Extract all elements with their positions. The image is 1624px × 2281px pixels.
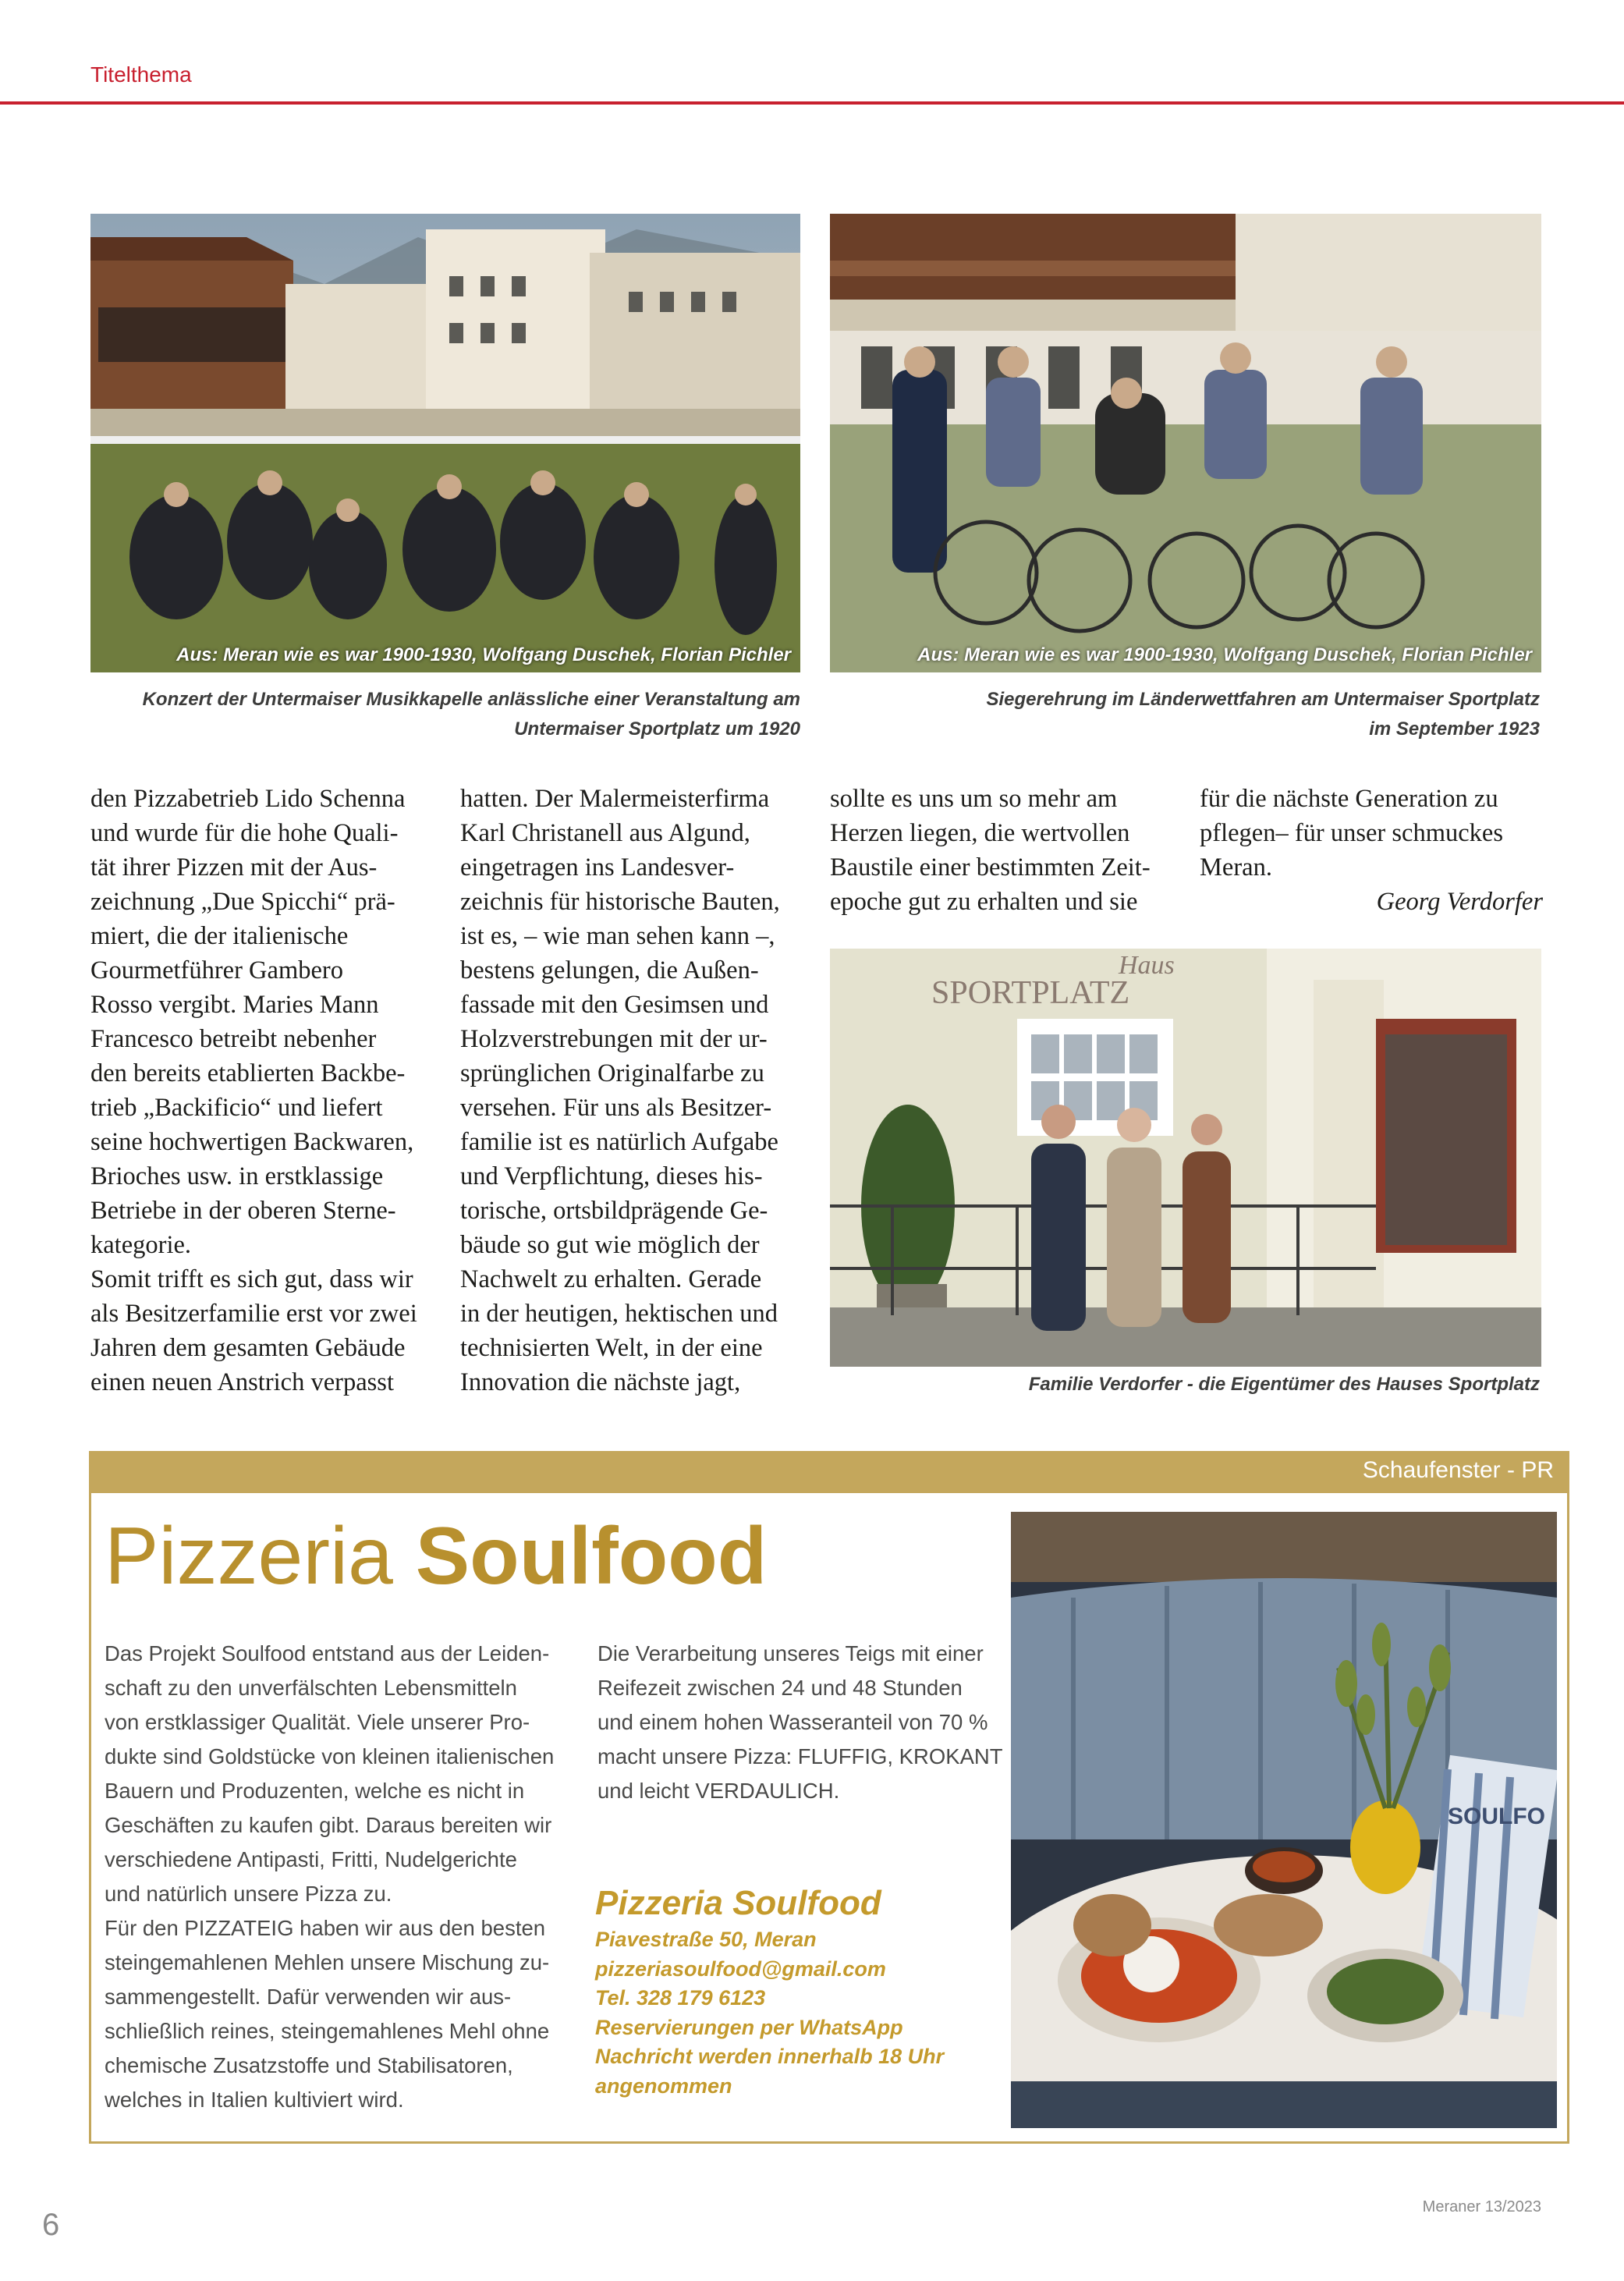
article-line: in der heutigen, hektischen und xyxy=(460,1300,778,1328)
article-line: sprünglichen Originalfarbe zu xyxy=(460,1059,764,1087)
pr-line: dukte sind Goldstücke von kleinen italienischen xyxy=(105,1744,555,1768)
pr-line: sammengestellt. Dafür verwenden wir aus- xyxy=(105,1985,512,2009)
article-line: technisierten Welt, in der eine xyxy=(460,1334,763,1362)
author-signature: Georg Verdorfer xyxy=(1376,888,1543,916)
article-line: Jahren dem gesamten Gebäude xyxy=(90,1334,406,1362)
article-line: bäude so gut wie möglich der xyxy=(460,1231,760,1259)
pr-band-label: Schaufenster - PR xyxy=(1362,1457,1554,1483)
article-line: pflegen– für unser schmuckes xyxy=(1200,819,1503,847)
contact-whatsapp: Reservierungen per WhatsApp xyxy=(595,2015,903,2039)
sign-haus: Haus xyxy=(1119,951,1175,980)
article-line: Baustile einer bestimmten Zeit- xyxy=(830,853,1151,882)
pr-line: Bauern und Produzenten, welche es nicht in xyxy=(105,1779,525,1803)
article-column-1 xyxy=(90,782,434,1399)
article-column-2 xyxy=(460,782,803,1399)
pr-line: und einem hohen Wasseranteil von 70 % xyxy=(597,1710,988,1734)
concert-caption-line: Konzert der Untermaiser Musikkapelle anlässliche einer Veranstaltung am xyxy=(142,689,800,710)
article-line: Francesco betreibt nebenher xyxy=(90,1025,377,1053)
pr-line: chemische Zusatzstoffe und Stabilisatoren, xyxy=(105,2053,513,2077)
article-line: Betriebe in der oberen Sterne- xyxy=(90,1197,396,1225)
article-line: Innovation die nächste jagt, xyxy=(460,1368,741,1396)
sign-sportplatz: SPORTPLATZ xyxy=(931,975,1130,1011)
article-line: sollte es uns um so mehr am xyxy=(830,785,1118,813)
contact-whatsapp: Nachricht werden innerhalb 18 Uhr xyxy=(595,2045,945,2068)
article-line: für die nächste Generation zu xyxy=(1200,785,1498,813)
article-column-4 xyxy=(1200,782,1543,919)
pr-line: welches in Italien kultiviert wird. xyxy=(105,2088,404,2112)
article-line: versehen. Für uns als Besitzer- xyxy=(460,1094,772,1122)
article-line: Rosso vergibt. Maries Mann xyxy=(90,991,379,1019)
article-line: einen neuen Anstrich verpasst xyxy=(90,1368,394,1396)
cyclists-photo xyxy=(830,214,1541,672)
contact-email: pizzeriasoulfood@gmail.com xyxy=(595,1956,886,1981)
contact-name: Pizzeria Soulfood xyxy=(595,1884,881,1922)
article-line: torische, ortsbildprägende Ge- xyxy=(460,1197,768,1225)
pizza-photo xyxy=(1011,1512,1557,2128)
contact-phone: Tel. 328 179 6123 xyxy=(595,1986,766,2010)
pr-title-bold: Soulfood xyxy=(415,1511,768,1602)
concert-caption-line: Untermaiser Sportplatz um 1920 xyxy=(514,718,800,740)
article-line: Gourmetführer Gambero xyxy=(90,956,343,984)
concert-caption xyxy=(143,685,800,744)
contact-address: Piavestraße 50, Meran xyxy=(595,1928,817,1951)
article-column-3 xyxy=(830,782,1173,919)
pr-line: und natürlich unsere Pizza zu. xyxy=(105,1882,392,1906)
article-line: Somit trifft es sich gut, dass wir xyxy=(90,1265,413,1293)
pr-text-left xyxy=(105,1637,554,2117)
article-line: als Besitzerfamilie erst vor zwei xyxy=(90,1300,417,1328)
article-line: den bereits etablierten Backbe- xyxy=(90,1059,406,1087)
pr-line: macht unsere Pizza: FLUFFIG, KROKANT xyxy=(597,1744,1003,1768)
concert-photo-credit: Aus: Meran wie es war 1900-1930, Wolfgang Duschek, Florian Pichler xyxy=(176,644,791,665)
pr-line: Reifezeit zwischen 24 und 48 Stunden xyxy=(597,1676,963,1700)
contact-whatsapp: angenommen xyxy=(595,2073,732,2098)
article-line: tät ihrer Pizzen mit der Aus- xyxy=(90,853,378,882)
pr-line: steingemahlenen Mehlen unsere Mischung zu- xyxy=(105,1950,550,1974)
article-line: eingetragen ins Landesver- xyxy=(460,853,735,882)
pr-band xyxy=(89,1451,1569,1493)
article-line: Nachwelt zu erhalten. Gerade xyxy=(460,1265,762,1293)
article-line: zeichnis für historische Bauten, xyxy=(460,888,780,916)
pr-line: Für den PIZZATEIG haben wir aus den besten xyxy=(105,1916,546,1940)
cyclists-caption xyxy=(987,685,1541,744)
article-line: und Verpflichtung, dieses his- xyxy=(460,1162,763,1190)
article-line: Meran. xyxy=(1200,853,1272,882)
pr-title xyxy=(105,1506,767,1607)
article-line: epoche gut zu erhalten und sie xyxy=(830,888,1138,916)
article-line: ist es, – wie man sehen kann –, xyxy=(460,922,775,950)
cyclists-caption-line: im September 1923 xyxy=(1369,718,1540,740)
pr-line: und leicht VERDAULICH. xyxy=(597,1779,840,1803)
article-line: miert, die der italienische xyxy=(90,922,349,950)
section-label: Titelthema xyxy=(90,62,192,87)
pr-line: verschiedene Antipasti, Fritti, Nudelgerichte xyxy=(105,1847,517,1871)
article-line: Herzen liegen, die wertvollen xyxy=(830,819,1130,847)
cyclists-photo-credit: Aus: Meran wie es war 1900-1930, Wolfgang Duschek, Florian Pichler xyxy=(917,644,1532,665)
pr-line: Die Verarbeitung unseres Teigs mit einer xyxy=(597,1641,984,1666)
pr-line: Geschäften zu kaufen gibt. Daraus bereiten wir xyxy=(105,1813,552,1837)
concert-photo xyxy=(90,214,800,672)
pr-line: Das Projekt Soulfood entstand aus der Leiden- xyxy=(105,1641,550,1666)
pr-line: schließlich reines, steingemahlenes Mehl ohne xyxy=(105,2019,550,2043)
family-photo xyxy=(830,949,1541,1367)
contact-block xyxy=(595,1882,944,2101)
article-line: hatten. Der Malermeisterfirma xyxy=(460,785,770,813)
article-line: kategorie. xyxy=(90,1231,192,1259)
article-line: fassade mit den Gesimsen und xyxy=(460,991,769,1019)
article-line: seine hochwertigen Backwaren, xyxy=(90,1128,414,1156)
article-line: den Pizzabetrieb Lido Schenna xyxy=(90,785,406,813)
article-line: bestens gelungen, die Außen- xyxy=(460,956,759,984)
pr-text-right xyxy=(597,1637,1003,1808)
pr-line: von erstklassiger Qualität. Viele unserer Pro- xyxy=(105,1710,530,1734)
article-line: Karl Christanell aus Algund, xyxy=(460,819,750,847)
article-line: Brioches usw. in erstklassige xyxy=(90,1162,384,1190)
magazine-issue: Meraner 13/2023 xyxy=(1422,2198,1541,2215)
article-line: trieb „Backificio“ und liefert xyxy=(90,1094,383,1122)
menu-card-text: SOULFO xyxy=(1448,1804,1545,1829)
cyclists-caption-line: Siegerehrung im Länderwettfahren am Untermaiser Sportplatz xyxy=(986,689,1540,710)
article-line: und wurde für die hohe Quali- xyxy=(90,819,399,847)
page-number: 6 xyxy=(42,2208,60,2242)
family-caption: Familie Verdorfer - die Eigentümer des Hauses Sportplatz xyxy=(1028,1374,1540,1395)
pr-line: schaft zu den unverfälschten Lebensmitteln xyxy=(105,1676,517,1700)
article-line: zeichnung „Due Spicchi“ prä- xyxy=(90,888,395,916)
pr-title-light: Pizzeria xyxy=(105,1511,393,1602)
article-line: Holzverstrebungen mit der ur- xyxy=(460,1025,768,1053)
article-line: familie ist es natürlich Aufgabe xyxy=(460,1128,778,1156)
header-rule xyxy=(0,101,1624,105)
